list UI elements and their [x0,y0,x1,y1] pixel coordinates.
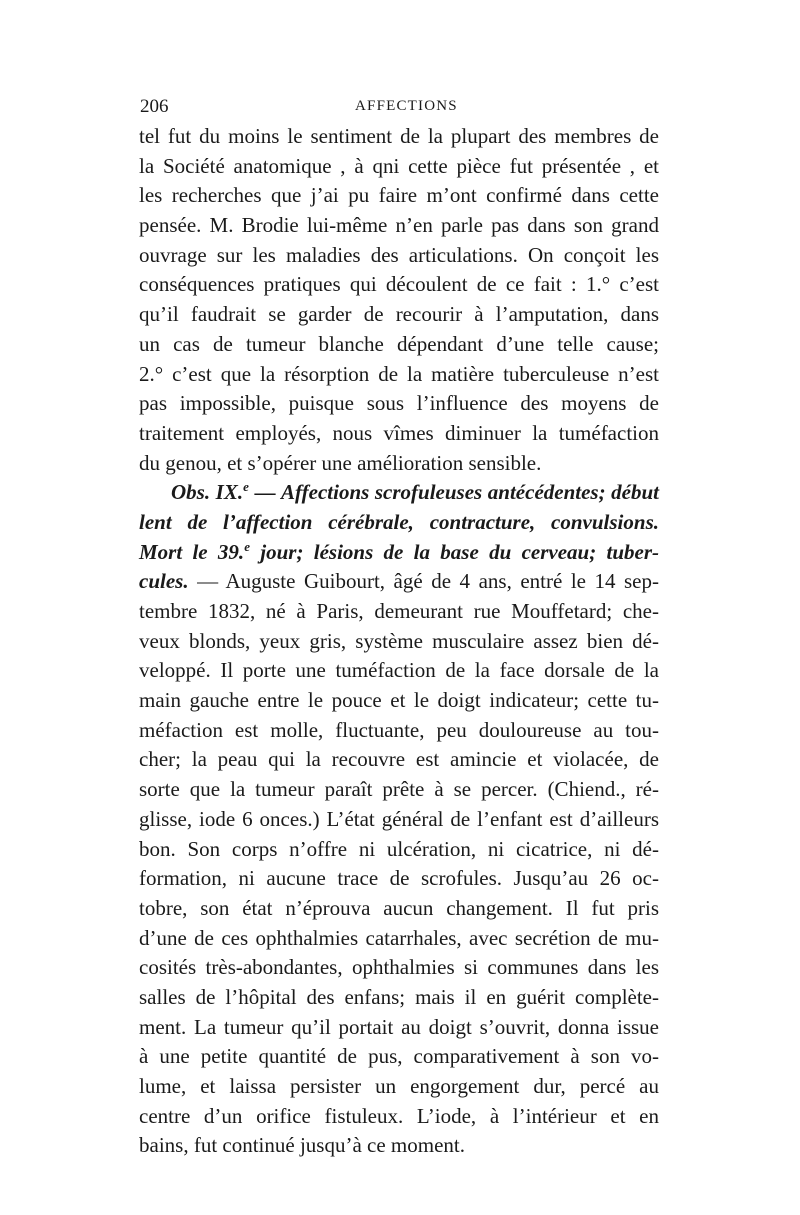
text-line: formation, ni aucune trace de scrofules. Jusqu’au 26 oc- [139,866,659,891]
text-line: glisse, iode 6 onces.) L’état général de l’enfant est d’ailleurs [139,806,659,831]
text-line: pas impossible, puisque sous l’influence des moyens de [139,391,659,416]
text-line: centre d’un orifice fistuleux. L’iode, à l’intérieur et en [139,1103,659,1128]
text-line: tel fut du moins le sentiment de la plupart des membres de [139,124,659,148]
text-line: lume, et laissa persister un engorgement dur, percé au [139,1074,659,1098]
text-line: du genou, et s’opérer une amélioration sensible. [139,450,542,475]
text-line: bains, fut continué jusqu’à ce moment. [139,1133,466,1158]
observation-heading-line: Mort le 39.$^e$ jour; lésions de la base du cerveau; tuber- [139,538,659,564]
text-line: main gauche entre le pouce et le doigt indicateur; cette tu- [139,688,659,713]
text-line: la Société anatomique , à qni cette pièce fut présentée , et [139,153,659,178]
page-number: 206 [140,96,169,117]
text-line: sorte que la tumeur paraît prête à se percer. (Chiend., ré- [139,777,659,802]
text-line: cules. — Auguste Guibourt, âgé de 4 ans, entré le 14 sep- [139,569,659,594]
text-line: veloppé. Il porte une tuméfaction de la face dorsale de la [139,658,659,683]
observation-heading-line: lent de l’affection cérébrale, contracture, convulsions. [139,509,659,534]
text-line: traitement employés, nous vîmes diminuer la tuméfaction [139,420,659,445]
text-line: cher; la peau qui la recouvre est amincie et violacée, de [139,747,659,772]
text-line: les recherches que j’ai pu faire m’ont confirmé dans cette [139,183,659,208]
text-line: ouvrage sur les maladies des articulations. On conçoit les [139,242,659,267]
text-line: bon. Son corps n’offre ni ulcération, ni cicatrice, ni dé- [139,836,659,861]
text-line: tembre 1832, né à Paris, demeurant rue Mouffetard; che- [139,599,659,623]
text-line: qu’il faudrait se garder de recourir à l’amputation, dans [139,302,659,327]
text-line: ment. La tumeur qu’il portait au doigt s’ouvrit, donna issue [139,1014,659,1039]
text-line: cosités très-abondantes, ophthalmies si communes dans les [139,955,659,980]
text-line: pensée. M. Brodie lui-même n’en parle pas dans son grand [139,213,659,238]
observation-heading-line: Obs. IX.$^e$ — Affections scrofuleuses antécédentes; début [171,479,659,505]
text-line: un cas de tumeur blanche dépendant d’une telle cause; [139,331,659,356]
text-line: 2.° c’est que la résorption de la matière tuberculeuse n’est [139,361,659,386]
observation-label: Obs. IX. [171,480,244,505]
running-head: AFFECTIONS [355,98,458,114]
text-line: conséquences pratiques qui découlent de ce fait : 1.° c’est [139,272,659,297]
text-line: tobre, son état n’éprouva aucun changement. Il fut pris [139,895,659,920]
body-text [139,122,659,1161]
text-line: salles de l’hôpital des enfans; mais il en guérit complète- [139,984,659,1009]
text-line: d’une de ces ophthalmies catarrhales, avec secrétion de mu- [139,925,659,950]
text-line: veux blonds, yeux gris, système musculaire assez bien dé- [139,628,659,653]
text-line: méfaction est molle, fluctuante, peu douloureuse au tou- [139,717,659,742]
text-line: à une petite quantité de pus, comparativement à son vo- [139,1044,659,1069]
